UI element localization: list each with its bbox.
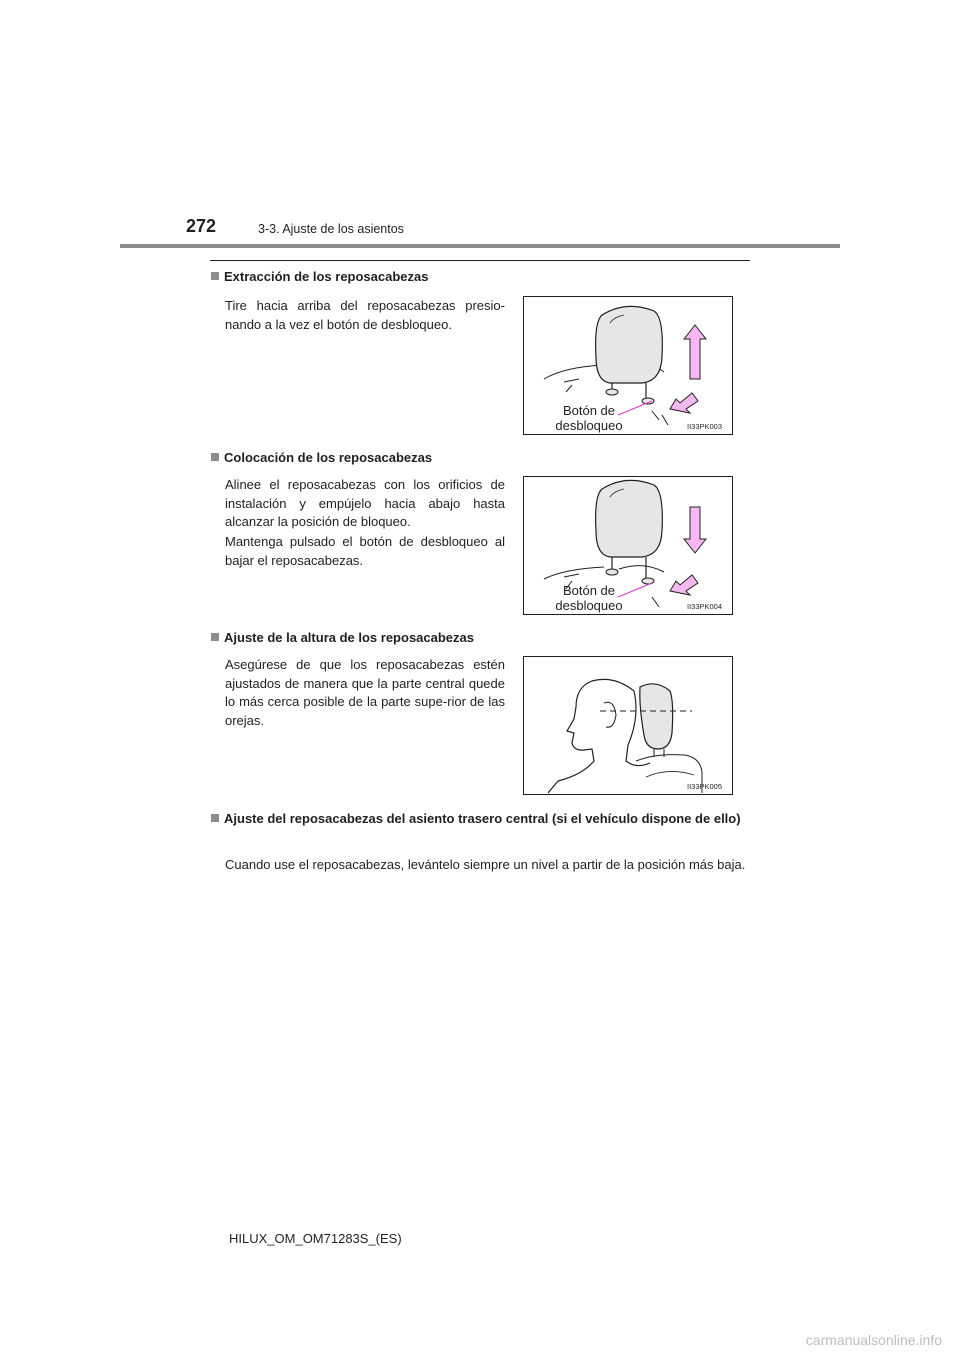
bullet-icon (211, 272, 219, 280)
document-code: HILUX_OM_OM71283S_(ES) (229, 1231, 402, 1246)
paragraph-removal: Tire hacia arriba del reposacabezas presio-nando a la vez el botón de desbloqueo. (225, 298, 505, 332)
content-divider (210, 260, 750, 261)
section-heading-height: Ajuste de la altura de los reposacabezas (211, 629, 751, 647)
paragraph-installation-2: Mantenga pulsado el botón de desbloqueo al bajar el reposacabezas. (225, 534, 505, 568)
figure-code: II33PK004 (687, 602, 723, 611)
figure-headrest-removal (523, 296, 733, 435)
figure-code: II33PK003 (687, 422, 723, 431)
headrest-height-illustration (524, 657, 732, 794)
figure-headrest-installation (523, 476, 733, 615)
paragraph-height: Asegúrese de que los reposacabezas estén ajustados de manera que la parte central quede lo más cerca posible de la parte supe-rior de las orejas. (225, 657, 505, 728)
section-heading-removal: Extracción de los reposacabezas (211, 268, 751, 286)
paragraph-installation-1: Alinee el reposacabezas con los orificios de instalación y empújelo hacia abajo hasta alcanzar la posición de bloqueo. (225, 477, 505, 529)
section-title: 3-3. Ajuste de los asientos (258, 222, 404, 236)
section-heading-rear-center: Ajuste del reposacabezas del asiento trasero central (si el vehículo dispone de ello) (211, 810, 751, 828)
watermark: carmanualsonline.info (805, 1332, 942, 1348)
figure-label-release-button: Botón de desbloqueo (555, 583, 623, 613)
figure-code: II33PK005 (687, 782, 723, 791)
figure-label-release-button: Botón de desbloqueo (555, 403, 623, 433)
bullet-icon (211, 814, 219, 822)
section-heading-installation: Colocación de los reposacabezas (211, 449, 751, 467)
bullet-icon (211, 633, 219, 641)
paragraph-rear-center: Cuando use el reposacabezas, levántelo siempre un nivel a partir de la posición más baja. (225, 857, 746, 872)
figure-headrest-height (523, 656, 733, 795)
page-number: 272 (186, 216, 217, 236)
bullet-icon (211, 453, 219, 461)
header-divider (120, 244, 840, 248)
